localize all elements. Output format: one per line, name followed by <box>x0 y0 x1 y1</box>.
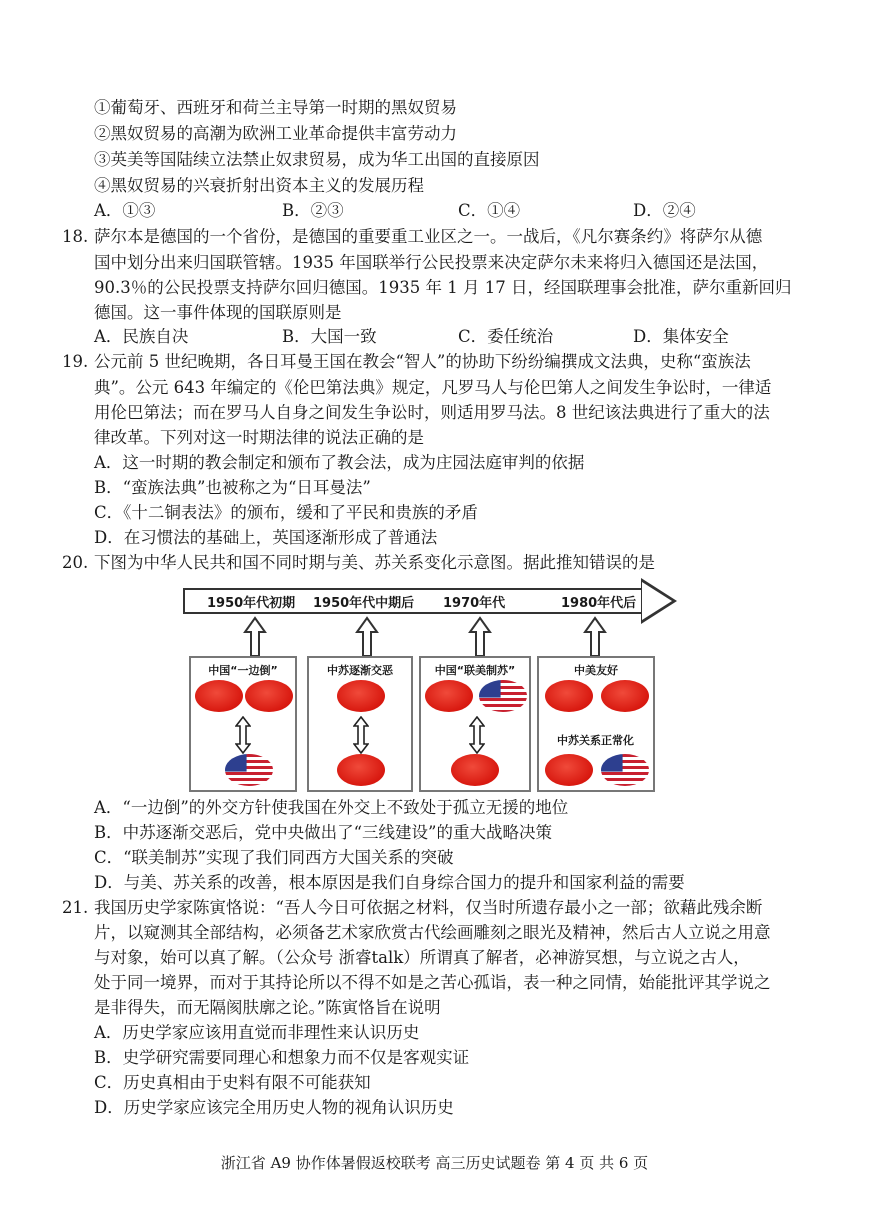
q18-option-d: D．集体安全 <box>633 327 729 346</box>
box-label-3: 中国“联美制苏” <box>434 664 516 677</box>
q21-stem-line-3: 与对象，始可以真了解。（公众号 浙睿talk）所谓真了解者，必神游冥想，与立说之古人， <box>94 948 750 967</box>
q20-option-c: C．“联美制苏”实现了我们同西方大国关系的突破 <box>94 848 454 867</box>
q18-stem-line-3: 90.3％的公民投票支持萨尔回归德国。1935 年 1 月 17 日，经国联理事会批准，萨尔重新回归 <box>94 278 792 297</box>
q20-stem: 下图为中华人民共和国不同时期与美、苏关系变化示意图。据此推知错误的是 <box>94 553 655 572</box>
china-flag-icon <box>425 680 473 712</box>
double-arrow-icon <box>353 716 369 754</box>
china-flag-icon <box>545 680 593 712</box>
q17-option-d: D．②④ <box>633 201 696 220</box>
china-flag-icon <box>337 754 385 786</box>
q19-stem-line-1: 公元前 5 世纪晚期，各日耳曼王国在教会“智人”的协助下纷纷编撰成文法典，史称“蛮族法 <box>94 352 751 371</box>
q21-option-c: C．历史真相由于史料有限不可能获知 <box>94 1073 371 1092</box>
q21-stem-line-1: 我国历史学家陈寅恪说：“吾人今日可依据之材料，仅当时所遗存最小之一部；欲藉此残余断 <box>94 898 763 917</box>
usa-flag-icon <box>601 754 649 786</box>
q18-option-a: A．民族自决 <box>94 327 189 346</box>
box-label-1: 中国“一边倒” <box>208 664 278 677</box>
china-flag-icon <box>337 680 385 712</box>
period-label-2: 1950年代中期后 <box>313 596 415 611</box>
up-arrow-icon <box>468 616 492 658</box>
q21-stem-line-4: 处于同一境界，而对于其持论所以不得不如是之苦心孤诣，表一种之同情，始能批评其学说之 <box>94 973 771 992</box>
usa-flag-icon <box>225 754 273 786</box>
q19-stem-line-4: 律改革。下列对这一时期法律的说法正确的是 <box>94 428 424 447</box>
q17-item-4: ④黑奴贸易的兴衰折射出资本主义的发展历程 <box>94 176 424 195</box>
q19-option-b: B．“蛮族法典”也被称之为“日耳曼法” <box>94 478 371 497</box>
box-label-normalization: 中苏关系正常化 <box>557 734 634 747</box>
period-box-2 <box>307 656 413 792</box>
q17-item-1: ①葡萄牙、西班牙和荷兰主导第一时期的黑奴贸易 <box>94 98 457 117</box>
china-flag-icon <box>451 754 499 786</box>
q19-number: 19. <box>62 352 89 371</box>
relations-diagram <box>183 582 683 792</box>
q19-option-a: A．这一时期的教会制定和颁布了教会法，成为庄园法庭审判的依据 <box>94 453 585 472</box>
q17-item-2: ②黑奴贸易的高潮为欧洲工业革命提供丰富劳动力 <box>94 124 457 143</box>
up-arrow-icon <box>355 616 379 658</box>
q21-option-b: B．史学研究需要同理心和想象力而不仅是客观实证 <box>94 1048 470 1067</box>
box-label-2: 中苏逐渐交恶 <box>327 664 393 677</box>
q19-stem-line-3: 用伦巴第法；而在罗马人自身之间发生争讼时，则适用罗马法。8 世纪该法典进行了重大的法 <box>94 403 770 422</box>
q18-stem-line-2: 国中划分出来归国联管辖。1935 年国联举行公民投票来决定萨尔未来将归入德国还是法国， <box>94 253 769 272</box>
box-label-4: 中美友好 <box>574 664 618 677</box>
q20-option-d: D．与美、苏关系的改善，根本原因是我们自身综合国力的提升和国家利益的需要 <box>94 873 685 892</box>
double-arrow-icon <box>469 716 485 754</box>
period-label-3: 1970年代 <box>443 596 506 611</box>
double-arrow-icon <box>235 716 251 754</box>
q18-number: 18. <box>62 227 89 246</box>
china-flag-icon <box>245 680 293 712</box>
q18-option-b: B．大国一致 <box>282 327 377 346</box>
q19-option-c: C．《十二铜表法》的颁布，缓和了平民和贵族的矛盾 <box>94 503 478 522</box>
china-flag-icon <box>545 754 593 786</box>
period-label-1: 1950年代初期 <box>207 596 296 611</box>
q19-option-d: D．在习惯法的基础上，英国逐渐形成了普通法 <box>94 528 438 547</box>
q20-number: 20. <box>62 553 89 572</box>
period-box-4 <box>537 656 655 792</box>
q19-stem-line-2: 典”。公元 643 年编定的《伦巴第法典》规定，凡罗马人与伦巴第人之间发生争讼时，一律适 <box>94 378 772 397</box>
q21-stem-line-2: 片，以窥测其全部结构，必须备艺术家欣赏古代绘画雕刻之眼光及精神，然后古人立说之用意 <box>94 923 771 942</box>
page-footer: 浙江省 A9 协作体暑假返校联考 高三历史试题卷 第 4 页 共 6 页 <box>220 1154 649 1172</box>
up-arrow-icon <box>583 616 607 658</box>
q17-option-b: B．②③ <box>282 201 344 220</box>
china-flag-icon <box>195 680 243 712</box>
q17-option-a: A．①③ <box>94 201 156 220</box>
usa-flag-icon <box>479 680 527 712</box>
q18-stem-line-1: 萨尔本是德国的一个省份，是德国的重要重工业区之一。一战后，《凡尔赛条约》将萨尔从德 <box>94 227 763 246</box>
q17-option-c: C．①④ <box>458 201 521 220</box>
q20-option-b: B．中苏逐渐交恶后，党中央做出了“三线建设”的重大战略决策 <box>94 823 552 842</box>
q20-option-a: A．“一边倒”的外交方针使我国在外交上不致处于孤立无援的地位 <box>94 798 569 817</box>
q21-option-a: A．历史学家应该用直觉而非理性来认识历史 <box>94 1023 420 1042</box>
china-flag-icon <box>601 680 649 712</box>
q18-option-c: C．委任统治 <box>458 327 554 346</box>
period-label-4: 1980年代后 <box>561 596 637 611</box>
up-arrow-icon <box>243 616 267 658</box>
q21-stem-line-5: 是非得失，而无隔阂肤廓之论。”陈寅恪旨在说明 <box>94 998 441 1017</box>
q21-option-d: D．历史学家应该完全用历史人物的视角认识历史 <box>94 1098 454 1117</box>
q21-number: 21. <box>62 898 89 917</box>
q17-item-3: ③英美等国陆续立法禁止奴隶贸易，成为华工出国的直接原因 <box>94 150 540 169</box>
q18-stem-line-4: 德国。这一事件体现的国联原则是 <box>94 303 342 322</box>
period-box-3 <box>419 656 531 792</box>
period-box-1 <box>189 656 297 792</box>
